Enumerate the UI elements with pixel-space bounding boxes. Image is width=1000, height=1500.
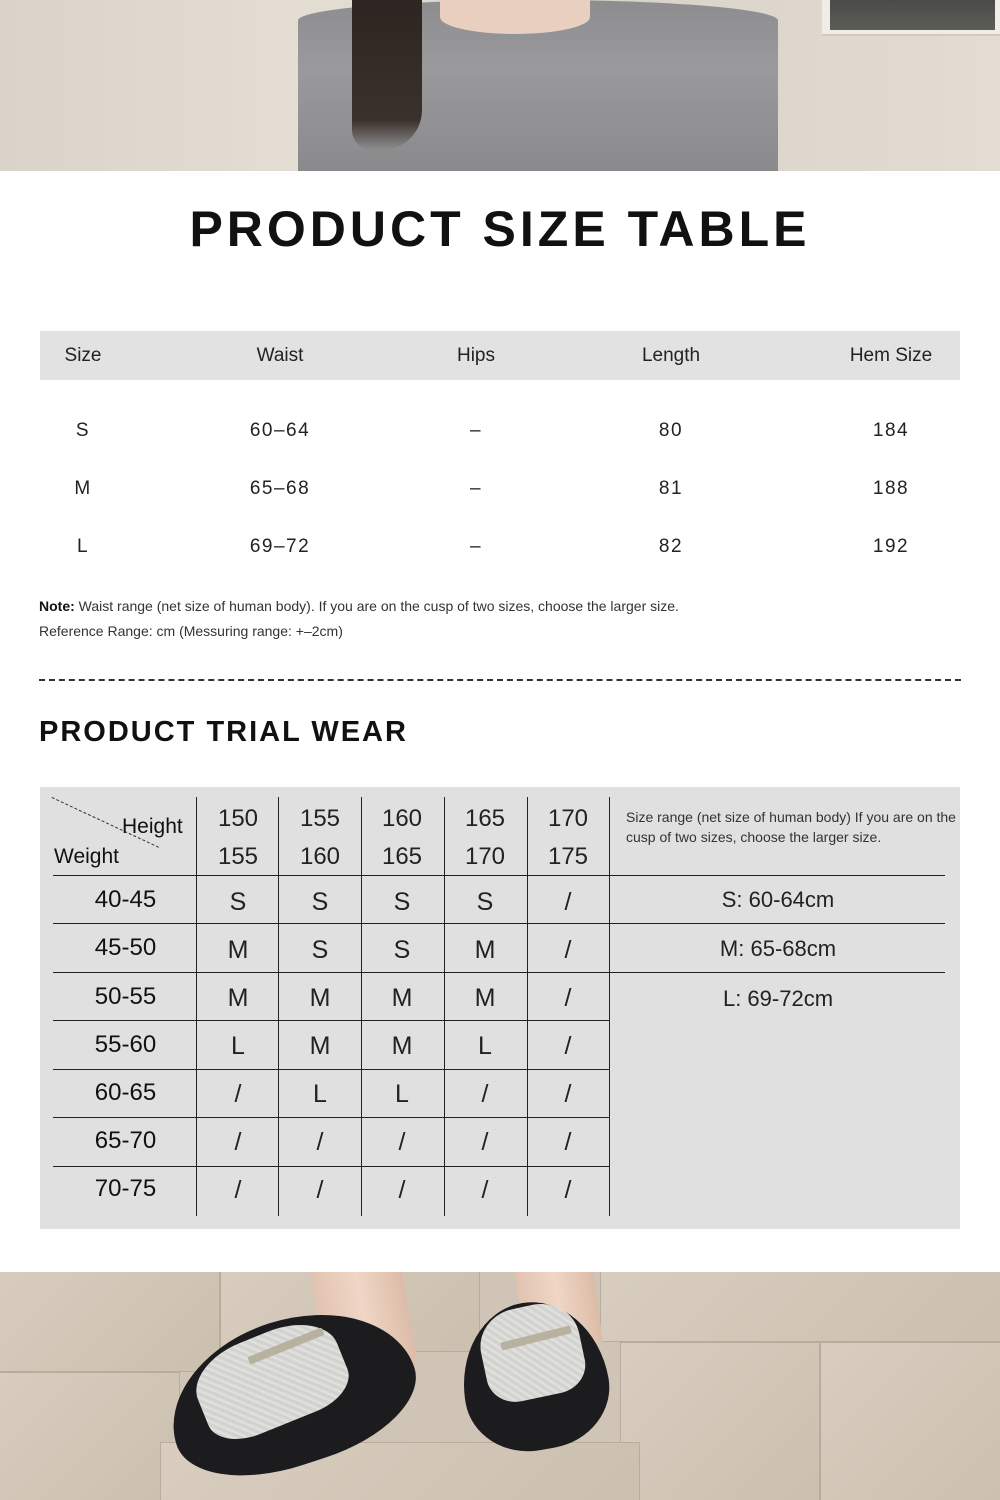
- fit-cell: S: [229, 888, 247, 916]
- range-m: M: 65-68cm: [719, 936, 837, 961]
- fit-cell: /: [564, 984, 572, 1012]
- fit-cell: M: [391, 1032, 413, 1060]
- weight-label: 60-65: [94, 1079, 157, 1106]
- fit-cell: S: [393, 936, 411, 964]
- height-column-4: [444, 800, 526, 876]
- hair: [352, 0, 422, 150]
- header-length: Length: [641, 345, 701, 366]
- weight-label: 70-75: [94, 1175, 157, 1202]
- height-from: 160: [381, 805, 423, 832]
- wall-frame: [822, 0, 1000, 36]
- height-from: 165: [464, 805, 506, 832]
- trial-wear-title: PRODUCT TRIAL WEAR: [39, 716, 408, 748]
- fit-cell: S: [311, 888, 329, 916]
- height-to: 175: [547, 843, 589, 870]
- cell-length: 81: [658, 478, 684, 499]
- corner-height-label: Height: [122, 815, 183, 838]
- page-title: PRODUCT SIZE TABLE: [189, 201, 811, 257]
- bottom-product-photo: [0, 1272, 1000, 1500]
- cell-size: S: [75, 420, 91, 441]
- cell-hips: –: [469, 536, 483, 557]
- grid-line: [609, 923, 945, 924]
- table-row: [40, 411, 960, 451]
- fit-cell: /: [564, 1080, 572, 1108]
- weight-label: 40-45: [94, 886, 157, 913]
- fit-cell: /: [234, 1080, 242, 1108]
- fit-cell: S: [393, 888, 411, 916]
- header-hips: Hips: [456, 345, 496, 366]
- fit-cell: M: [391, 984, 413, 1012]
- cell-hem-size: 188: [872, 478, 910, 499]
- weight-label: 50-55: [94, 983, 157, 1010]
- grid-line: [609, 875, 945, 876]
- fit-cell: M: [227, 936, 249, 964]
- cell-hem-size: 184: [872, 420, 910, 441]
- fit-cell: /: [316, 1176, 324, 1204]
- note-line-1: [39, 594, 679, 619]
- fit-cell: /: [234, 1128, 242, 1156]
- size-notes: [39, 594, 679, 644]
- table-row: [40, 527, 960, 567]
- height-to: 155: [217, 843, 259, 870]
- fit-cell: L: [478, 1032, 492, 1060]
- neck: [440, 0, 590, 34]
- floor-tile: [820, 1342, 1000, 1500]
- cell-hem-size: 192: [872, 536, 910, 557]
- height-column-3: [361, 800, 443, 876]
- floor-tile: [0, 1272, 220, 1372]
- fit-cell: /: [398, 1128, 406, 1156]
- top-product-photo: [0, 0, 1000, 171]
- weight-label: 55-60: [94, 1031, 157, 1058]
- height-to: 165: [381, 843, 423, 870]
- cell-length: 82: [658, 536, 684, 557]
- grid-line: [609, 797, 610, 1216]
- fit-cell: /: [481, 1080, 489, 1108]
- height-column-2: [279, 800, 361, 876]
- cell-waist: 60–64: [249, 420, 311, 441]
- fit-cell: /: [234, 1176, 242, 1204]
- fit-cell: /: [398, 1176, 406, 1204]
- fit-cell: S: [311, 936, 329, 964]
- cell-waist: 69–72: [249, 536, 311, 557]
- height-column-1: [197, 800, 279, 876]
- cell-waist: 65–68: [249, 478, 311, 499]
- section-divider: [39, 679, 961, 681]
- size-range-note: Size range (net size of human body) If you are on the cusp of two sizes, choose the larger size.: [626, 809, 956, 845]
- fit-cell: /: [564, 888, 572, 916]
- height-to: 170: [464, 843, 506, 870]
- header-hem-size: Hem Size: [849, 345, 933, 366]
- fit-cell: M: [309, 1032, 331, 1060]
- fit-cell: L: [395, 1080, 409, 1108]
- height-from: 150: [217, 805, 259, 832]
- cell-size: L: [76, 536, 90, 557]
- grid-line: [53, 1117, 610, 1118]
- grid-line: [53, 875, 610, 876]
- fit-cell: M: [309, 984, 331, 1012]
- grid-line: [53, 1069, 610, 1070]
- floor-tile: [600, 1272, 1000, 1342]
- header-size: Size: [64, 345, 102, 366]
- range-l: L: 69-72cm: [722, 986, 834, 1011]
- grid-line: [53, 1020, 610, 1021]
- floor-tile: [0, 1372, 180, 1500]
- cell-size: M: [74, 478, 92, 499]
- height-from: 155: [299, 805, 341, 832]
- weight-label: 65-70: [94, 1127, 157, 1154]
- note-text: Waist range (net size of human body). If you are on the cusp of two sizes, choose the larger size.: [74, 598, 679, 614]
- weight-label: 45-50: [94, 934, 157, 961]
- corner-weight-label: Weight: [54, 845, 119, 868]
- note-label: Note:: [39, 598, 75, 614]
- fit-cell: /: [316, 1128, 324, 1156]
- cell-length: 80: [658, 420, 684, 441]
- height-from: 170: [547, 805, 589, 832]
- fit-cell: /: [564, 1032, 572, 1060]
- size-table-header: [40, 331, 960, 380]
- size-table: [40, 331, 960, 557]
- note-line-2: Reference Range: cm (Messuring range: +–2cm): [39, 623, 343, 639]
- cell-hips: –: [469, 478, 483, 499]
- floor-tile: [620, 1342, 820, 1500]
- fit-cell: /: [564, 1176, 572, 1204]
- fit-cell: /: [564, 936, 572, 964]
- fit-cell: M: [227, 984, 249, 1012]
- fit-cell: /: [564, 1128, 572, 1156]
- range-s: S: 60-64cm: [721, 887, 835, 912]
- height-to: 160: [299, 843, 341, 870]
- trial-wear-table: [40, 787, 960, 1229]
- height-column-5: [527, 800, 609, 876]
- fit-cell: L: [231, 1032, 245, 1060]
- grid-line: [609, 972, 945, 973]
- fit-cell: S: [476, 888, 494, 916]
- fit-cell: M: [474, 936, 496, 964]
- grid-line: [53, 972, 610, 973]
- fit-cell: L: [313, 1080, 327, 1108]
- cell-hips: –: [469, 420, 483, 441]
- fit-cell: /: [481, 1128, 489, 1156]
- fit-cell: M: [474, 984, 496, 1012]
- table-row: [40, 469, 960, 509]
- header-waist: Waist: [256, 345, 304, 366]
- grid-line: [53, 923, 610, 924]
- fit-cell: /: [481, 1176, 489, 1204]
- grid-line: [53, 1166, 610, 1167]
